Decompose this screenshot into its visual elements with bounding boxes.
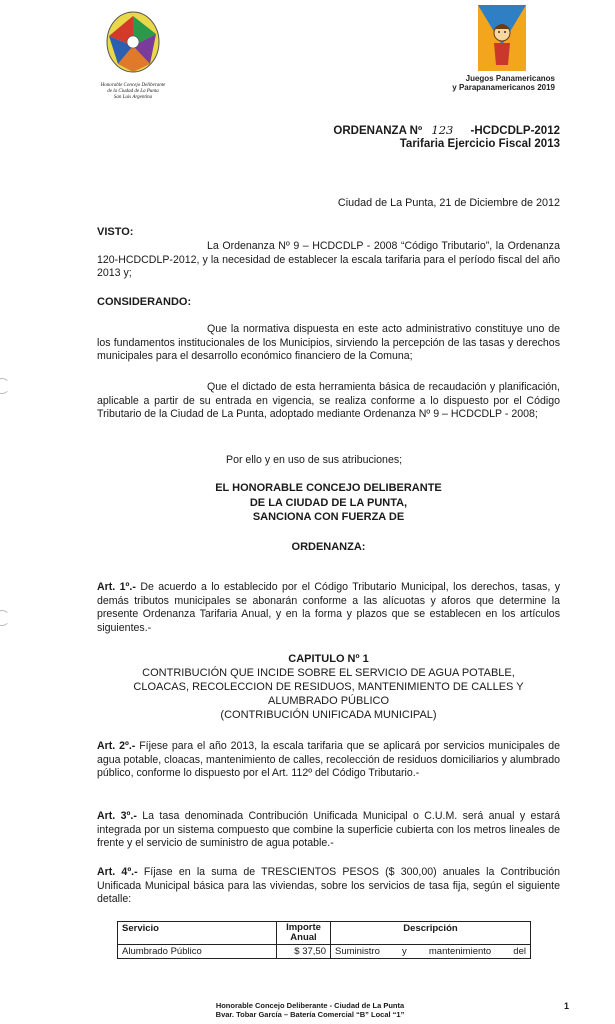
chapter-line: CONTRIBUCIÓN QUE INCIDE SOBRE EL SERVICIO DE AGUA POTABLE, [142, 667, 515, 679]
article-4 [97, 866, 560, 907]
table-header-cell: Servicio [118, 922, 277, 945]
considerando-paragraph-2: Que el dictado de esta herramienta básica de recaudación y planificación, aplicable a partir de su entrada en vigencia, se realiza conforme a lo dispuesto por el Código Tributario de la Ciudad de La Punta, adoptado mediante Ordenanza Nº 9 – HCDCDLP - 2008; [97, 381, 560, 421]
considerando-paragraph-1: Que la normativa dispuesta en este acto administrativo constituye uno de los fundamentos institucionales de los Municipios, sirviendo la percepción de las tasas y derechos municipales para el desarrollo económico financiero de la Comuna; [97, 323, 560, 363]
council-emblem-icon [98, 6, 168, 76]
ordenanza-heading: ORDENANZA: [291, 541, 366, 553]
games-mascot-icon [478, 5, 526, 71]
article-2-text: Fíjese para el año 2013, la escala tarifaria que se aplicará por servicios municipales de agua potable, cloacas, mantenimiento de calles, recolección de residuos domiciliarios y alumbrado público, conforme lo dispuesto por el Art. 112º del Código Tributario.- [97, 740, 561, 780]
visto-paragraph: La Ordenanza Nº 9 – HCDCDLP - 2008 “Código Tributario”, la Ordenanza 120-HCDCDLP-2012, y la necesidad de establecer la escala tarifaria para el período fiscal del año 2013 y; [97, 240, 560, 280]
footer-line2: Bvar. Tobar García – Batería Comercial “B” Local “1” [215, 1010, 405, 1019]
table-header-row [118, 922, 531, 945]
table-cell: $ 37,50 [277, 945, 331, 959]
ordinance-subtitle: Tarifaria Ejercicio Fiscal 2013 [399, 138, 560, 150]
council-logo [98, 6, 168, 98]
punch-hole-artifact [0, 610, 10, 626]
council-logo-line: San Luis Argentina [113, 95, 153, 100]
article-1-text: De acuerdo a lo establecido por el Código Tributario Municipal, los derechos, tasas, y demás tributos municipales se abonarán conforme a las alícuotas y aforos que determine la presente Ordenanza Tarifaria Anual, y en la forma y plazos que se establecen en los artículos siguientes.- [97, 581, 560, 634]
article-3-label: Art. 3º.- [97, 810, 137, 822]
article-1-label: Art. 1º.- [97, 581, 136, 593]
ordinance-number: 123 [431, 123, 454, 137]
chapter-line: ALUMBRADO PÚBLICO [267, 695, 390, 707]
table-cell: Suministro y mantenimiento del [331, 945, 531, 959]
council-sanction [97, 481, 560, 525]
table-row [118, 945, 531, 959]
chapter-line: CLOACAS, RECOLECCION DE RESIDUOS, MANTENIMIENTO DE CALLES Y [133, 681, 524, 693]
article-4-label: Art. 4º.- [97, 866, 138, 878]
ordinance-title-prefix: ORDENANZA Nº [333, 125, 423, 137]
council-line3: SANCIONA CON FUERZA DE [252, 511, 405, 523]
ordinance-title [320, 123, 560, 138]
table-header-cell: Descripción [331, 922, 531, 945]
considerando-closing: Por ello y en uso de sus atribuciones; [226, 454, 403, 466]
games-caption-line2: y Parapanamericanos 2019 [452, 83, 555, 92]
article-3-text: La tasa denominada Contribución Unificada Municipal o C.U.M. será anual y estará integrada por un sistema compuesto que combine la superficie cubierta con los metros lineales de frente y el servicio de suministro de agua potable.- [97, 810, 560, 850]
table-header-cell: Importe Anual [277, 922, 331, 945]
considerando-heading: CONSIDERANDO: [97, 296, 192, 308]
games-logo [478, 5, 526, 71]
ordinance-title-suffix: -HCDCDLP-2012 [470, 125, 560, 137]
place-date: Ciudad de La Punta, 21 de Diciembre de 2012 [337, 197, 560, 209]
chapter-1 [97, 652, 560, 722]
footer-line1: Honorable Concejo Deliberante - Ciudad de La Punta [215, 1001, 405, 1010]
council-logo-line: de la Ciudad de La Punta [107, 89, 159, 94]
article-2-label: Art. 2º.- [97, 740, 136, 752]
visto-heading: VISTO: [97, 226, 134, 238]
page-number: 1 [564, 1001, 570, 1011]
games-caption-line1: Juegos Panamericanos [465, 74, 555, 83]
punch-hole-artifact [0, 378, 10, 394]
article-1 [97, 581, 560, 635]
chapter-title: CAPITULO Nº 1 [288, 653, 369, 665]
council-logo-line: Honorable Concejo Deliberante [100, 83, 166, 88]
council-line1: EL HONORABLE CONCEJO DELIBERANTE [215, 482, 442, 494]
services-table [117, 921, 531, 959]
council-line2: DE LA CIUDAD DE LA PUNTA, [249, 496, 408, 509]
chapter-line: (CONTRIBUCIÓN UNIFICADA MUNICIPAL) [220, 709, 437, 721]
article-3 [97, 810, 560, 851]
games-caption [420, 74, 555, 92]
article-4-text: Fíjase en la suma de TRESCIENTOS PESOS ($ 300,00) anuales la Contribución Unificada Municipal básica para las viviendas, sobre los servicios de tasa fija, según el siguiente detalle: [97, 866, 560, 906]
article-2 [97, 740, 560, 781]
table-cell: Alumbrado Público [118, 945, 277, 959]
